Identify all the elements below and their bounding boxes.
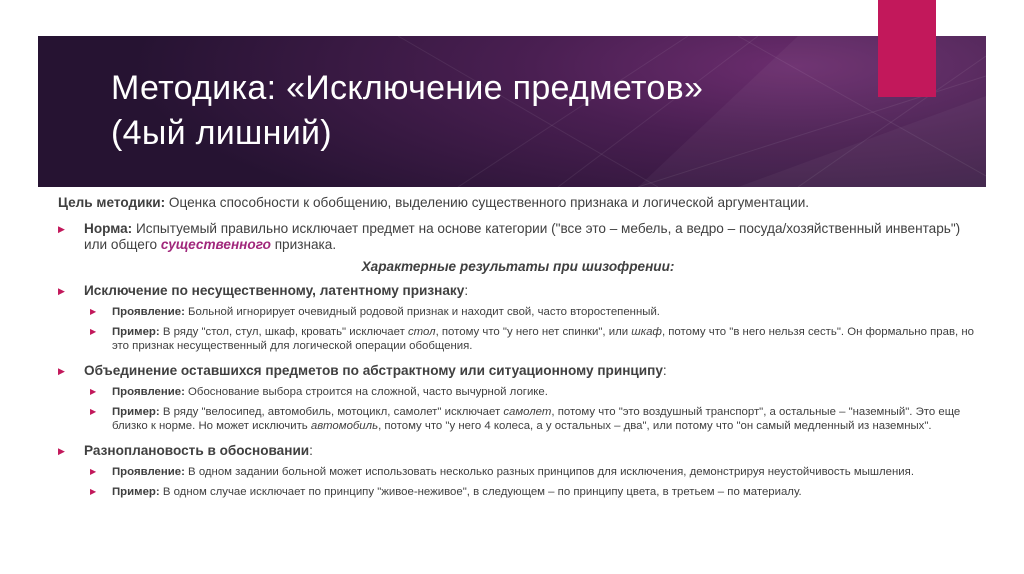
example-text: , потому что "в него нельзя сесть". Он формально прав, но это признак несущественный для логической операции обобщения. (112, 326, 974, 352)
manifestation-label: Проявление: (112, 306, 185, 318)
example-text: , потому что "у него 4 колеса, а у остальных – два", или потому что "он самый медленный из наземных". (378, 420, 932, 432)
norm-text-2: признака. (270, 237, 337, 252)
section-title: Разноплановость в обосновании (84, 443, 310, 458)
results-subheading: Характерные результаты при шизофрении: (361, 259, 675, 274)
example-text: В одном случае исключает по принципу "живое-неживое", в следующем – по принципу цвета, в третьем – по материалу. (159, 486, 802, 498)
triangle-bullet-icon: ▶ (90, 407, 97, 416)
example-item (58, 325, 978, 353)
section-title: Исключение по несущественному, латентному признаку (84, 283, 465, 298)
manifestation-label: Проявление: (112, 386, 185, 398)
section-title: Объединение оставшихся предметов по абстрактному или ситуационному принципу (84, 363, 663, 378)
manifestation-text: В одном задании больной может использовать несколько разных принципов для исключения, демонстрируя неустойчивость мышления. (184, 466, 914, 478)
manifestation-text: Обоснование выбора строится на сложной, часто вычурной логике. (184, 386, 548, 398)
title-line-1: Методика: «Исключение предметов» (111, 69, 704, 107)
manifestation-item (58, 305, 978, 319)
triangle-bullet-icon: ▶ (90, 307, 97, 316)
triangle-bullet-icon: ▶ (90, 467, 97, 476)
example-emphasis: автомобиль (310, 420, 379, 432)
example-item (58, 485, 978, 499)
manifestation-label: Проявление: (112, 466, 185, 478)
manifestation-item (58, 385, 978, 399)
triangle-bullet-icon: ▶ (90, 327, 97, 336)
goal-text: Оценка способности к обобщению, выделению существенного признака и логической аргументации. (165, 195, 810, 210)
example-label: Пример: (112, 486, 160, 498)
norm-label: Норма: (84, 221, 133, 236)
example-text: , потому что "это воздушный транспорт", а остальные – "наземный". Это еще близко к норме. Но может исключить (112, 406, 961, 432)
example-emphasis: стол (407, 326, 436, 338)
section-heading (58, 443, 978, 459)
triangle-bullet-icon: ▶ (90, 487, 97, 496)
goal-label: Цель методики: (58, 195, 166, 210)
title-banner (38, 36, 986, 187)
triangle-bullet-icon: ▶ (90, 387, 97, 396)
manifestation-text: Больной игнорирует очевидный родовой признак и находит свой, часто второстепенный. (184, 306, 660, 318)
triangle-bullet-icon: ▶ (58, 366, 65, 376)
example-emphasis: самолет (503, 406, 552, 418)
example-label: Пример: (112, 406, 160, 418)
norm-text-1: Испытуемый правильно исключает предмет на основе категории ("все это – мебель, а ведро – посуда/хозяйственный инвентарь") или общего (84, 221, 961, 252)
slide-title (111, 66, 871, 156)
triangle-bullet-icon: ▶ (58, 446, 65, 456)
title-line-2: (4ый лишний) (111, 114, 332, 152)
section-suffix: : (464, 283, 469, 298)
example-label: Пример: (112, 326, 160, 338)
example-item (58, 405, 978, 433)
accent-tab (878, 0, 936, 97)
section-heading (58, 283, 978, 299)
norm-accent-word: существенного (160, 237, 271, 252)
goal-paragraph (58, 195, 978, 211)
section-heading (58, 363, 978, 379)
example-text: , потому что "у него нет спинки", или (435, 326, 632, 338)
example-text: В ряду "велосипед, автомобиль, мотоцикл, самолет" исключает (159, 406, 504, 418)
norm-item (58, 221, 978, 253)
section-suffix: : (309, 443, 313, 458)
manifestation-item (58, 465, 978, 479)
section-suffix: : (662, 363, 667, 378)
triangle-bullet-icon: ▶ (58, 286, 65, 296)
example-text: В ряду "стол, стул, шкаф, кровать" исключает (159, 326, 408, 338)
slide-body (58, 195, 978, 505)
triangle-bullet-icon: ▶ (58, 224, 65, 234)
example-emphasis: шкаф (631, 326, 662, 338)
